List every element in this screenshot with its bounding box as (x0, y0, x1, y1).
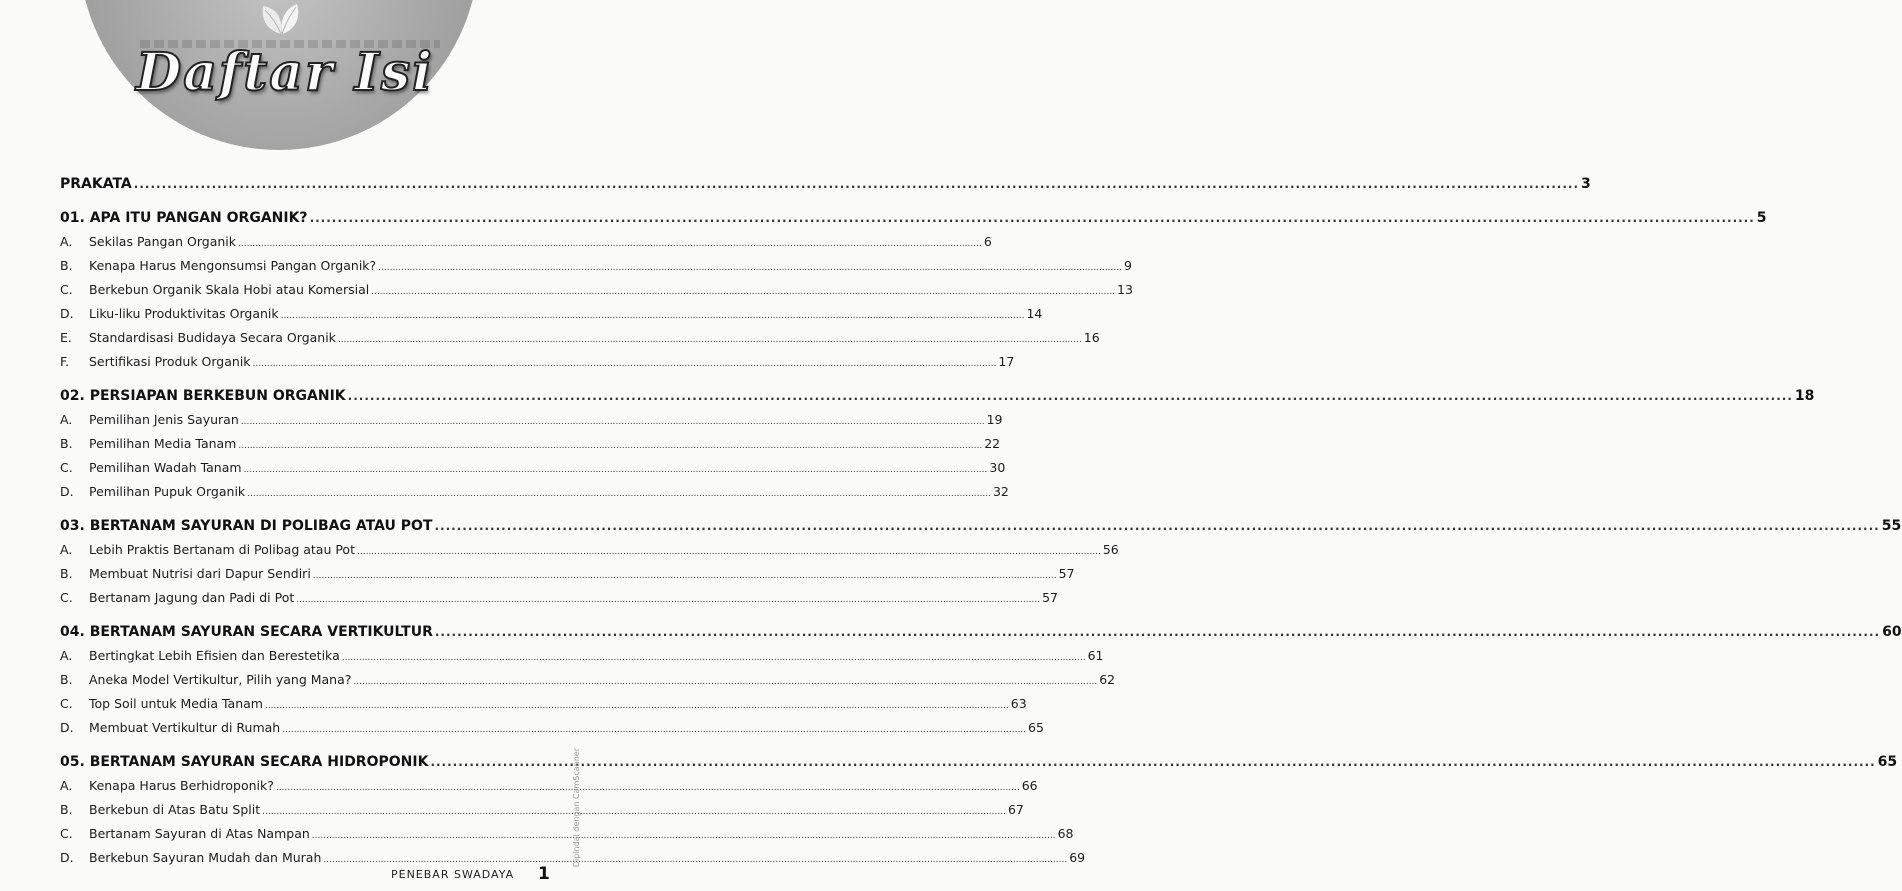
toc-item-letter: A. (60, 778, 73, 793)
toc-leader-dots: .................................................................................................................................................................................................................................................................... (262, 807, 1006, 817)
page-title: Daftar Isi (136, 42, 434, 103)
toc-page-number: 67 (1007, 802, 1024, 817)
toc-item-row (60, 668, 1116, 692)
toc-item-title: Aneka Model Vertikultur, Pilih yang Mana? (89, 672, 352, 687)
toc-item-letter: C. (60, 826, 73, 841)
toc-page-number: 57 (1058, 566, 1075, 581)
toc-item-letter: B. (60, 436, 73, 451)
toc-page-number: 60 (1882, 624, 1902, 640)
footer-page-number: 1 (538, 864, 550, 884)
toc-chapter-number: 01. (60, 210, 85, 226)
toc-item-row (60, 716, 1044, 740)
toc-item-title: Bertingkat Lebih Efisien dan Berestetika (89, 648, 340, 663)
toc-item-title: Pemilihan Pupuk Organik (89, 484, 246, 499)
toc-page-number: 5 (1756, 210, 1767, 226)
toc-leader-dots: .................................................................................................................................................................................................................................................................... (353, 677, 1098, 687)
toc-item-row (60, 586, 1058, 610)
toc-item-letter: A. (60, 542, 73, 557)
toc-item-letter: F. (60, 354, 70, 369)
toc-chapter-number: 04. (60, 624, 85, 640)
toc-chapter-row (60, 206, 1767, 230)
toc-item-row (60, 230, 992, 254)
toc-item-row (60, 456, 1006, 480)
toc-chapter-number: 03. (60, 518, 85, 534)
toc-chapter-row (60, 620, 1902, 644)
toc-leader-dots: .................................................................................................................................................................................................................................................................... (341, 653, 1086, 663)
toc-item-letter: C. (60, 460, 73, 475)
toc-item-title: Pemilihan Wadah Tanam (89, 460, 242, 475)
toc-item-title: Bertanam Sayuran di Atas Nampan (89, 826, 310, 841)
toc-leader-dots: .................................................................................................................................................................................................................................................................... (240, 417, 985, 427)
toc-chapter-title: APA ITU PANGAN ORGANIK? (89, 210, 308, 226)
toc-chapter-number: 02. (60, 388, 85, 404)
toc-page-number: 17 (998, 354, 1015, 369)
scanner-watermark: Dipindai dengan CamScanner (572, 748, 581, 868)
toc-item-row (60, 846, 1086, 870)
toc-leader-dots: .................................................................................................................................................................................................................................................................... (337, 335, 1082, 345)
toc-item-row (60, 538, 1119, 562)
toc-leader-dots: .................................................................................................................................................................................................................................................................... (252, 359, 997, 369)
footer-publisher: PENEBAR SWADAYA (391, 868, 515, 881)
toc-leader-dots: .................................................................................................................................................................................................................................................................... (296, 595, 1041, 605)
toc-page-number: 19 (986, 412, 1003, 427)
toc-page-number: 61 (1087, 648, 1104, 663)
toc-item-row (60, 408, 1003, 432)
toc-item-letter: C. (60, 590, 73, 605)
toc-item-letter: D. (60, 484, 74, 499)
toc-item-letter: B. (60, 672, 73, 687)
toc-item-letter: D. (60, 850, 74, 865)
toc-item-title: Berkebun Sayuran Mudah dan Murah (89, 850, 322, 865)
leaf-icon (253, 0, 309, 36)
toc-chapter-row (60, 172, 1591, 196)
toc-chapter-row (60, 514, 1902, 538)
toc-page-number: 18 (1794, 388, 1815, 404)
toc-page-number: 3 (1581, 176, 1591, 192)
toc-item-row (60, 562, 1075, 586)
toc-item-title: Berkebun Organik Skala Hobi atau Komersial (89, 282, 370, 297)
toc-leader-dots: .................................................................................................................................................................................................................................................................... (280, 311, 1025, 321)
toc-leader-dots: .................................................................................................................................................................................................................................................................... (434, 519, 1880, 533)
toc-page-number: 66 (1021, 778, 1038, 793)
toc-leader-dots: .................................................................................................................................................................................................................................................................... (133, 177, 1580, 191)
toc-leader-dots: .................................................................................................................................................................................................................................................................... (356, 547, 1101, 557)
toc-item-letter: D. (60, 306, 74, 321)
toc-item-row (60, 278, 1133, 302)
toc-chapter-title: BERTANAM SAYURAN SECARA VERTIKULTUR (89, 624, 433, 640)
toc-leader-dots: .................................................................................................................................................................................................................................................................... (430, 755, 1876, 769)
toc-page-number: 63 (1010, 696, 1027, 711)
toc-chapter-row (60, 750, 1898, 774)
toc-item-title: Berkebun di Atas Batu Split (89, 802, 261, 817)
toc-item-letter: B. (60, 258, 73, 273)
toc-page-number: 68 (1057, 826, 1074, 841)
toc-item-letter: C. (60, 696, 73, 711)
toc-item-letter: B. (60, 802, 73, 817)
toc-leader-dots: .................................................................................................................................................................................................................................................................... (275, 783, 1020, 793)
toc-item-row (60, 254, 1132, 278)
toc-leader-dots: .................................................................................................................................................................................................................................................................... (238, 441, 983, 451)
toc-leader-dots: .................................................................................................................................................................................................................................................................... (312, 571, 1057, 581)
toc-leader-dots: .................................................................................................................................................................................................................................................................... (323, 855, 1068, 865)
toc-item-row (60, 326, 1100, 350)
toc-chapter-title: PERSIAPAN BERKEBUN ORGANIK (89, 388, 346, 404)
toc-page-number: 62 (1099, 672, 1116, 687)
toc-page-number: 55 (1881, 518, 1902, 534)
toc-item-letter: B. (60, 566, 73, 581)
toc-leader-dots: .................................................................................................................................................................................................................................................................... (311, 831, 1056, 841)
toc-chapter-row (60, 384, 1815, 408)
toc-item-row (60, 692, 1027, 716)
toc-leader-dots: .................................................................................................................................................................................................................................................................... (434, 625, 1881, 639)
toc-page-number: 13 (1117, 282, 1133, 297)
toc-page-number: 14 (1026, 306, 1043, 321)
toc-leader-dots: .................................................................................................................................................................................................................................................................... (264, 701, 1009, 711)
toc-leader-dots: .................................................................................................................................................................................................................................................................... (309, 211, 1755, 225)
toc-item-row (60, 798, 1024, 822)
toc-item-title: Lebih Praktis Bertanam di Polibag atau Pot (89, 542, 355, 557)
toc-item-title: Pemilihan Media Tanam (89, 436, 237, 451)
toc-leader-dots: .................................................................................................................................................................................................................................................................... (282, 725, 1027, 735)
toc-page-number: 69 (1069, 850, 1086, 865)
toc-page-number: 6 (983, 234, 992, 249)
toc-item-letter: C. (60, 282, 73, 297)
toc-item-title: Sertifikasi Produk Organik (89, 354, 251, 369)
toc-item-title: Pemilihan Jenis Sayuran (89, 412, 239, 427)
toc-leader-dots: .................................................................................................................................................................................................................................................................... (243, 465, 988, 475)
toc-item-letter: A. (60, 412, 73, 427)
toc-item-title: Membuat Nutrisi dari Dapur Sendiri (89, 566, 311, 581)
toc-page-number: 16 (1083, 330, 1100, 345)
toc-item-letter: A. (60, 648, 73, 663)
toc-chapter-title: PRAKATA (60, 176, 132, 192)
toc-item-row (60, 774, 1038, 798)
toc-leader-dots: .................................................................................................................................................................................................................................................................... (247, 489, 991, 499)
toc-item-title: Kenapa Harus Mengonsumsi Pangan Organik? (89, 258, 377, 273)
toc-chapter-title: BERTANAM SAYURAN SECARA HIDROPONIK (89, 754, 429, 770)
toc-item-title: Top Soil untuk Media Tanam (89, 696, 263, 711)
toc-item-letter: A. (60, 234, 73, 249)
toc-item-title: Sekilas Pangan Organik (89, 234, 236, 249)
toc-page-number: 30 (989, 460, 1006, 475)
toc-leader-dots: .................................................................................................................................................................................................................................................................... (378, 263, 1122, 273)
toc-item-title: Standardisasi Budidaya Secara Organik (89, 330, 336, 345)
toc-leader-dots: .................................................................................................................................................................................................................................................................... (238, 239, 982, 249)
toc-page-number: 65 (1877, 754, 1898, 770)
toc-page-number: 22 (984, 436, 1001, 451)
toc-item-title: Kenapa Harus Berhidroponik? (89, 778, 274, 793)
toc-item-letter: E. (60, 330, 72, 345)
toc-chapter-number: 05. (60, 754, 85, 770)
toc-item-title: Membuat Vertikultur di Rumah (89, 720, 281, 735)
toc-leader-dots: .................................................................................................................................................................................................................................................................... (371, 287, 1116, 297)
toc-chapter-title: BERTANAM SAYURAN DI POLIBAG ATAU POT (89, 518, 433, 534)
toc-item-letter: D. (60, 720, 74, 735)
toc-page-number: 32 (992, 484, 1009, 499)
toc-item-row (60, 644, 1104, 668)
toc-item-row (60, 480, 1009, 504)
toc-item-row (60, 302, 1043, 326)
toc-item-row (60, 822, 1074, 846)
toc-item-title: Bertanam Jagung dan Padi di Pot (89, 590, 295, 605)
toc-item-title: Liku-liku Produktivitas Organik (89, 306, 279, 321)
toc-page-number: 56 (1102, 542, 1119, 557)
toc-page-number: 65 (1028, 720, 1044, 735)
toc-item-row (60, 350, 1015, 374)
toc-page-number: 9 (1124, 258, 1132, 273)
toc-page-number: 57 (1042, 590, 1058, 605)
toc-leader-dots: .................................................................................................................................................................................................................................................................... (347, 389, 1793, 403)
toc-item-row (60, 432, 1001, 456)
